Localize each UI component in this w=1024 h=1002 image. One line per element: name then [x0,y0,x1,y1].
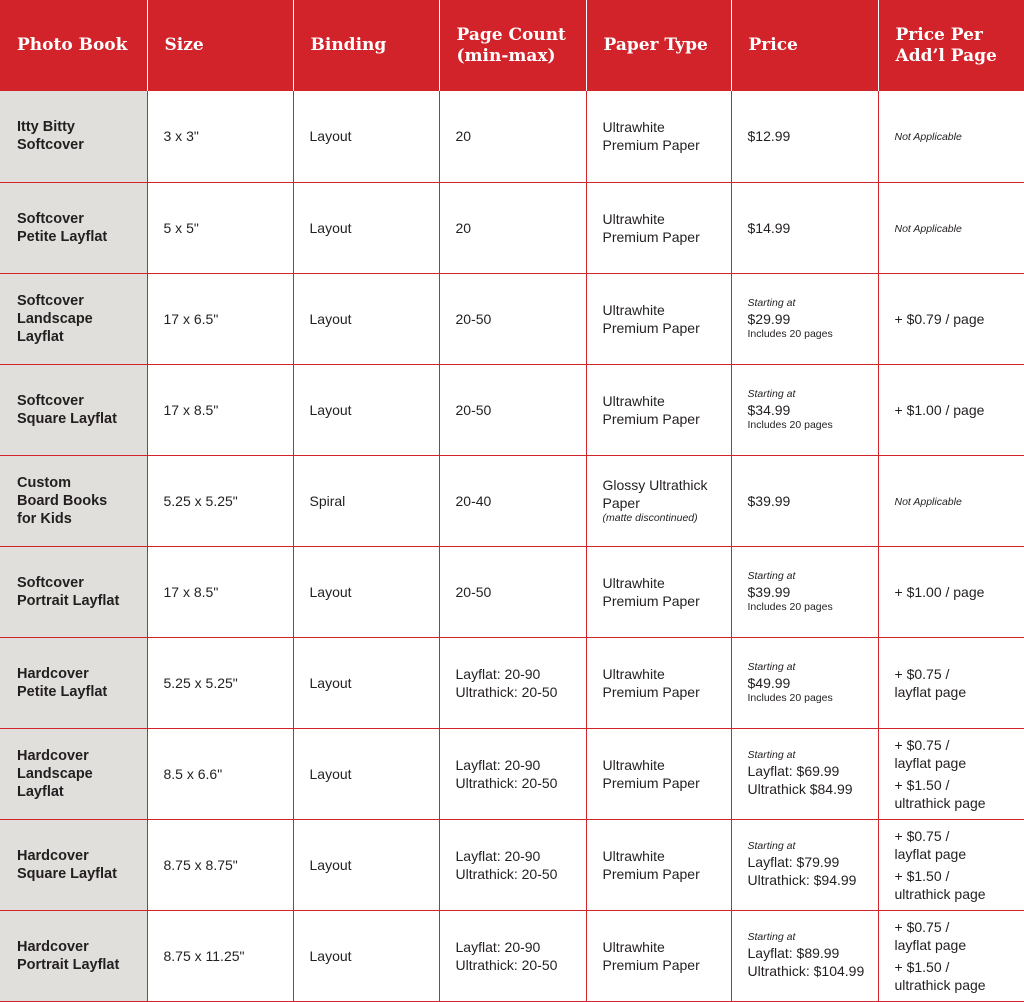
paper-type-line: Premium Paper [602,319,700,336]
header-binding: Binding [293,0,439,91]
addl-price-line: + $0.75 / [894,736,950,753]
size-value: 8.5 x 6.6" [163,765,223,782]
paper-type-line: Ultrawhite [602,301,665,318]
book-name-line: Layflat [17,328,64,345]
table-row [0,91,1024,182]
paper-type-line: Ultrawhite [602,847,665,864]
page-count-cell [439,91,586,182]
page-count-value: Ultrathick: 20-50 [455,956,558,973]
paper-type-line: Ultrawhite [602,574,665,591]
price-cell [731,819,878,910]
includes-note: Includes 20 pages [747,327,833,340]
starting-at-label: Starting at [747,840,796,852]
price-cell [731,182,878,273]
page-count-value: Layflat: 20-90 [455,938,541,955]
book-name-cell [0,182,147,273]
binding-value: Layout [309,583,352,600]
binding-cell [293,364,439,455]
book-name-line: Softcover [17,392,84,409]
book-name-cell [0,910,147,1001]
price-cell [731,910,878,1001]
addl-price-line: + $0.75 / [894,918,950,935]
page-count-cell [439,637,586,728]
binding-value: Layout [309,674,352,691]
paper-type-line: Premium Paper [602,774,700,791]
table-body [0,91,1024,1001]
price-value: Ultrathick: $94.99 [747,872,857,888]
size-cell [147,455,293,546]
size-value: 8.75 x 11.25" [163,947,245,964]
paper-type-line: Ultrawhite [602,392,665,409]
header-size: Size [147,0,293,91]
paper-type-line: Ultrawhite [602,938,665,955]
price-per-page-cell [878,728,1024,819]
table-row [0,182,1024,273]
price-per-page-cell [878,910,1024,1001]
book-name-line: Square Layflat [17,410,117,427]
paper-type-cell [586,182,731,273]
paper-type-cell [586,273,731,364]
book-name-cell [0,455,147,546]
price-value: Ultrathick $84.99 [747,781,853,797]
addl-price-line: + $1.50 / [894,867,950,884]
paper-type-line: Paper [602,495,640,511]
price-per-page-cell [878,364,1024,455]
size-value: 5.25 x 5.25" [163,492,238,509]
price-per-page-cell [878,637,1024,728]
addl-price-line: layflat page [894,845,967,862]
book-name-line: Softcover [17,210,84,227]
price-cell [731,728,878,819]
addl-price-line: + $1.50 / [894,776,950,793]
binding-value: Layout [309,947,352,964]
binding-value: Spiral [309,492,346,509]
price-value: $39.99 [747,492,791,509]
binding-cell [293,455,439,546]
price-value: $49.99 [747,674,791,691]
paper-type-cell [586,637,731,728]
binding-value: Layout [309,128,352,145]
price-value: Layflat: $89.99 [747,945,840,961]
page-count-cell [439,910,586,1001]
starting-at-label: Starting at [747,660,796,673]
includes-note: Includes 20 pages [747,600,833,613]
paper-type-cell [586,546,731,637]
addl-price-line: layflat page [894,683,967,700]
book-name-line: Petite Layflat [17,683,108,700]
book-name-line: Softcover [17,292,84,309]
paper-type-cell [586,91,731,182]
book-name-line: Hardcover [17,747,89,764]
page-count-cell [439,364,586,455]
book-name-line: Portrait Layflat [17,592,120,609]
not-applicable-label: Not Applicable [894,131,962,144]
table-row [0,455,1024,546]
paper-type-line: Premium Paper [602,592,700,609]
size-cell [147,182,293,273]
book-name-cell [0,364,147,455]
paper-type-cell [586,728,731,819]
starting-at-label: Starting at [747,749,796,761]
not-applicable-label: Not Applicable [894,222,962,235]
starting-at-label: Starting at [747,296,796,309]
book-name-line: Hardcover [17,847,89,864]
addl-price-line: + $0.75 / [894,827,950,844]
paper-type-cell [586,455,731,546]
page-count-value: Ultrathick: 20-50 [455,774,558,791]
binding-value: Layout [309,856,352,873]
book-name-line: Softcover [17,137,84,154]
paper-type-cell [586,910,731,1001]
paper-type-line: Ultrawhite [602,210,665,227]
page-count-value: Layflat: 20-90 [455,756,541,773]
size-cell [147,910,293,1001]
size-cell [147,728,293,819]
header-paper-type: Paper Type [586,0,731,91]
binding-value: Layout [309,765,352,782]
book-name-line: Square Layflat [17,865,117,882]
binding-cell [293,546,439,637]
price-value: $12.99 [747,128,791,145]
book-name-cell [0,273,147,364]
header-price-per-page: Price Per Add’l Page [878,0,1024,91]
page-count-value: 20 [455,219,472,236]
includes-note: Includes 20 pages [747,418,833,431]
price-cell [731,455,878,546]
book-name-line: Portrait Layflat [17,956,120,973]
paper-type-cell [586,819,731,910]
paper-type-line: Glossy Ultrathick [602,477,708,493]
binding-cell [293,728,439,819]
size-value: 5 x 5" [163,219,199,236]
size-value: 3 x 3" [163,128,199,145]
book-name-line: Petite Layflat [17,228,108,245]
size-cell [147,546,293,637]
price-per-page-cell [878,273,1024,364]
size-cell [147,819,293,910]
binding-cell [293,91,439,182]
header-page-count: Page Count (min-max) [439,0,586,91]
paper-type-line: Ultrawhite [602,665,665,682]
starting-at-label: Starting at [747,387,796,400]
size-value: 17 x 8.5" [163,583,219,600]
paper-type-line: Ultrawhite [602,756,665,773]
price-per-page-cell [878,546,1024,637]
book-name-line: Board Books [17,492,108,509]
table-row [0,364,1024,455]
size-value: 17 x 6.5" [163,310,219,327]
page-count-cell [439,546,586,637]
price-per-page-cell [878,182,1024,273]
price-cell [731,91,878,182]
book-name-cell [0,819,147,910]
size-cell [147,637,293,728]
page-count-cell [439,728,586,819]
addl-price-line: ultrathick page [894,976,986,993]
book-name-line: Landscape [17,310,93,327]
page-count-cell [439,182,586,273]
binding-cell [293,910,439,1001]
binding-cell [293,273,439,364]
page-count-value: Layflat: 20-90 [455,665,541,682]
page-count-value: Layflat: 20-90 [455,847,541,864]
book-name-line: for Kids [17,510,72,527]
book-name-line: Softcover [17,574,84,591]
page-count-value: 20-50 [455,583,492,600]
book-name-cell [0,728,147,819]
table-row [0,910,1024,1001]
addl-price-line: layflat page [894,936,967,953]
book-name-line: Layflat [17,783,64,800]
size-cell [147,91,293,182]
binding-cell [293,637,439,728]
price-per-page-cell [878,455,1024,546]
paper-type-line: Premium Paper [602,683,700,700]
addl-price-line: ultrathick page [894,794,986,811]
table-row [0,546,1024,637]
price-value: $34.99 [747,401,791,418]
page-count-value: 20-40 [455,492,492,509]
book-name-line: Itty Bitty [17,119,75,136]
table-header [0,0,1024,91]
starting-at-label: Starting at [747,569,796,582]
binding-cell [293,182,439,273]
size-cell [147,364,293,455]
price-value: $14.99 [747,219,791,236]
paper-type-line: Premium Paper [602,410,700,427]
binding-value: Layout [309,219,352,236]
table-row [0,819,1024,910]
price-value: $29.99 [747,310,791,327]
page-count-value: Ultrathick: 20-50 [455,683,558,700]
size-value: 8.75 x 8.75" [163,856,238,873]
page-count-value: Ultrathick: 20-50 [455,865,558,882]
book-name-cell [0,546,147,637]
price-cell [731,637,878,728]
binding-value: Layout [309,401,352,418]
price-value: Ultrathick: $104.99 [747,963,865,979]
page-count-cell [439,455,586,546]
page-count-value: 20-50 [455,401,492,418]
paper-note: (matte discontinued) [602,512,698,524]
addl-price-line: ultrathick page [894,885,986,902]
page-count-value: 20-50 [455,310,492,327]
price-value: Layflat: $79.99 [747,854,840,870]
paper-type-line: Premium Paper [602,228,700,245]
page-count-cell [439,819,586,910]
price-cell [731,364,878,455]
paper-type-line: Ultrawhite [602,119,665,136]
paper-type-line: Premium Paper [602,956,700,973]
addl-price-line: + $1.00 / page [894,401,985,418]
header-row [0,0,1024,91]
book-name-line: Custom [17,474,71,491]
table-row [0,273,1024,364]
book-name-line: Landscape [17,765,93,782]
addl-price-line: + $1.00 / page [894,583,985,600]
paper-type-line: Premium Paper [602,865,700,882]
book-name-line: Hardcover [17,665,89,682]
not-applicable-label: Not Applicable [894,495,962,508]
price-cell [731,546,878,637]
size-value: 5.25 x 5.25" [163,674,238,691]
price-value: $39.99 [747,583,791,600]
price-per-page-cell [878,819,1024,910]
starting-at-label: Starting at [747,931,796,943]
addl-price-line: + $0.75 / [894,665,950,682]
book-name-line: Hardcover [17,938,89,955]
paper-type-line: Premium Paper [602,137,700,154]
binding-value: Layout [309,310,352,327]
addl-price-line: + $1.50 / [894,958,950,975]
table-row [0,728,1024,819]
page-count-value: 20 [455,128,472,145]
book-name-cell [0,91,147,182]
price-value: Layflat: $69.99 [747,763,840,779]
paper-type-cell [586,364,731,455]
includes-note: Includes 20 pages [747,691,833,704]
price-per-page-cell [878,91,1024,182]
header-photo-book: Photo Book [0,0,147,91]
addl-price-line: layflat page [894,754,967,771]
price-cell [731,273,878,364]
table-row [0,637,1024,728]
page-count-cell [439,273,586,364]
addl-price-line: + $0.79 / page [894,310,985,327]
size-value: 17 x 8.5" [163,401,219,418]
header-price: Price [731,0,878,91]
binding-cell [293,819,439,910]
size-cell [147,273,293,364]
book-name-cell [0,637,147,728]
